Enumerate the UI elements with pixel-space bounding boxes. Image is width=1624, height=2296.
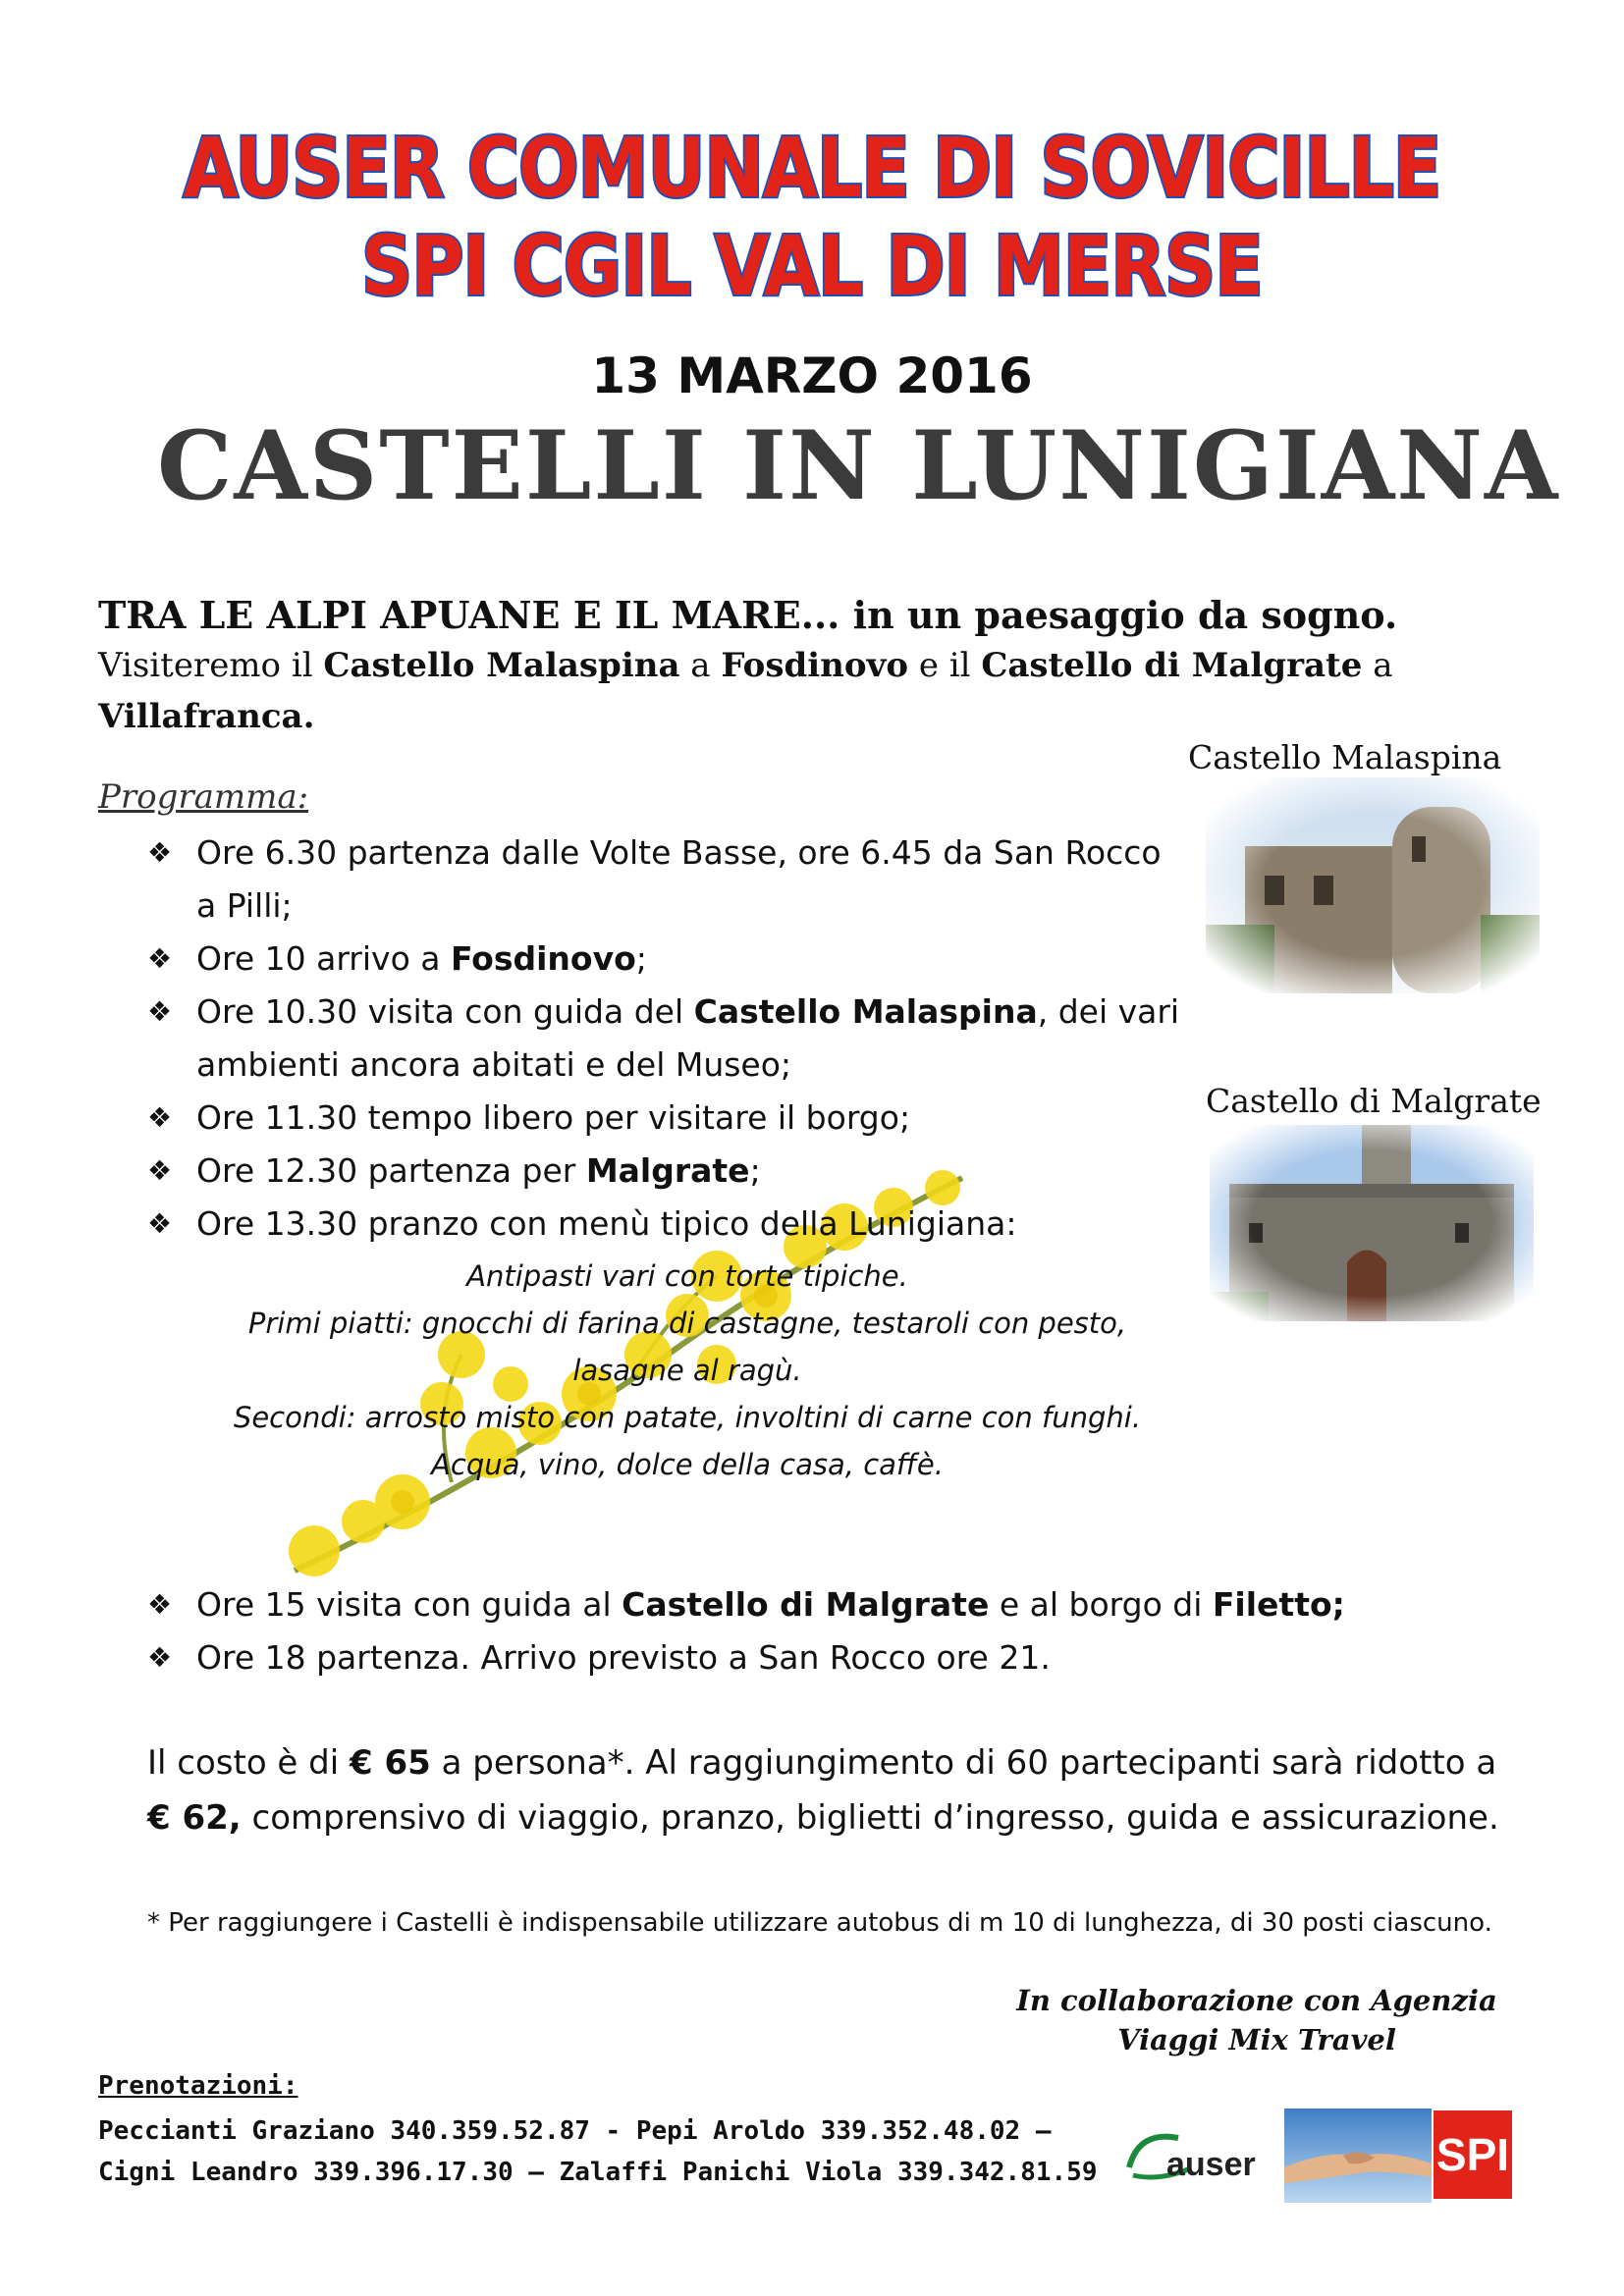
- program-item-text: Ore 18 partenza. Arrivo previsto a San Rocco ore 21.: [196, 1638, 1051, 1677]
- intro-paragraph: [98, 640, 1512, 742]
- program-item: [147, 1578, 1463, 1631]
- bookings-heading: Prenotazioni:: [98, 2071, 298, 2101]
- intro-text: e il: [908, 646, 982, 685]
- cost-paragraph: [147, 1735, 1522, 1845]
- diamond-bullet-icon: ❖: [147, 1101, 173, 1134]
- program-item-bold: Castello Malaspina: [693, 992, 1038, 1031]
- photo-caption-malaspina: Castello Malaspina: [1188, 738, 1502, 776]
- photo-caption-malgrate: Castello di Malgrate: [1206, 1082, 1542, 1120]
- program-item-text: ;: [635, 939, 647, 978]
- program-item-bold: Fosdinovo: [450, 939, 636, 978]
- diamond-bullet-icon: ❖: [147, 836, 173, 869]
- castle-malgrate-photo: [1210, 1125, 1534, 1321]
- program-item: [147, 1198, 1188, 1251]
- diamond-bullet-icon: ❖: [147, 1207, 173, 1240]
- cost-reduced-price: € 62,: [147, 1798, 242, 1838]
- bookings-contacts-line: Peccianti Graziano 340.359.52.87 - Pepi Aroldo 339.352.48.02 –: [98, 2116, 1052, 2146]
- program-item-text: Ore 15 visita con guida al: [196, 1585, 623, 1624]
- auser-logo-text: auser: [1166, 2146, 1256, 2183]
- intro-text: a: [1362, 646, 1393, 685]
- lunch-menu: [196, 1253, 1178, 1488]
- header-line-1: AUSER COMUNALE DI SOVICILLE: [183, 120, 1441, 216]
- program-list-afternoon: [147, 1578, 1463, 1684]
- collaboration-note: [982, 1981, 1532, 2059]
- cost-text: Il costo è di: [147, 1743, 350, 1783]
- menu-line: Antipasti vari con torte tipiche.: [466, 1259, 908, 1293]
- event-date: 13 MARZO 2016: [591, 347, 1033, 404]
- intro-bold: Castello di Malgrate: [981, 646, 1363, 685]
- program-item-bold: Malgrate: [585, 1151, 750, 1190]
- cost-text: a persona*. Al raggiungimento di 60 partecipanti sarà ridotto a: [430, 1743, 1497, 1783]
- header-line-2: SPI CGIL VAL DI MERSE: [361, 218, 1263, 314]
- page-title: CASTELLI IN LUNIGIANA: [157, 410, 1560, 521]
- program-heading: Programma:: [98, 777, 309, 817]
- intro-bold: Fosdinovo: [721, 646, 909, 685]
- program-item-bold: Castello di Malgrate: [622, 1585, 990, 1624]
- program-item: [147, 1092, 1188, 1145]
- program-item: [147, 1631, 1463, 1684]
- program-item-text: ;: [749, 1151, 761, 1190]
- program-item-text: Ore 11.30 tempo libero per visitare il borgo;: [196, 1098, 911, 1137]
- footnote: * Per raggiungere i Castelli è indispensabile utilizzare autobus di m 10 di lunghezza, di 30 posti ciascuno.: [147, 1908, 1492, 1938]
- auser-logo: [1119, 2120, 1286, 2189]
- menu-line: Acqua, vino, dolce della casa, caffè.: [431, 1448, 944, 1481]
- diamond-bullet-icon: ❖: [147, 1154, 173, 1187]
- intro-bold: Villafranca.: [98, 697, 315, 736]
- bookings-contacts-line: Cigni Leandro 339.396.17.30 – Zalaffi Panichi Viola 339.342.81.59: [98, 2158, 1098, 2187]
- program-item: [147, 827, 1188, 933]
- collab-line: In collaborazione con Agenzia: [1016, 1984, 1497, 2017]
- program-item-text: Ore 10 arrivo a: [196, 939, 451, 978]
- program-item: [147, 986, 1188, 1092]
- intro-bold: Castello Malaspina: [323, 646, 680, 685]
- cost-price: € 65: [350, 1743, 431, 1783]
- diamond-bullet-icon: ❖: [147, 1641, 173, 1674]
- diamond-bullet-icon: ❖: [147, 1588, 173, 1621]
- menu-line: Primi piatti: gnocchi di farina di castagne, testaroli con pesto, lasagne al ragù.: [247, 1307, 1127, 1387]
- intro-text: a: [679, 646, 722, 685]
- program-item-text: , dei vari ambienti ancora abitati e del Museo;: [196, 992, 1180, 1084]
- castle-malaspina-photo: [1206, 777, 1540, 993]
- program-item-bold: Filetto;: [1212, 1585, 1345, 1624]
- collab-line: Viaggi Mix Travel: [1117, 2023, 1396, 2056]
- program-item-text: Ore 13.30 pranzo con menù tipico della Lunigiana:: [196, 1204, 1017, 1243]
- program-list: [147, 827, 1188, 1251]
- program-item-text: Ore 10.30 visita con guida del: [196, 992, 694, 1031]
- program-item-text: e al borgo di: [989, 1585, 1213, 1624]
- hands-logo: [1284, 2109, 1432, 2203]
- intro-text: Visiteremo il: [98, 646, 324, 685]
- diamond-bullet-icon: ❖: [147, 995, 173, 1028]
- diamond-bullet-icon: ❖: [147, 942, 173, 975]
- menu-line: Secondi: arrosto misto con patate, involtini di carne con funghi.: [233, 1401, 1142, 1434]
- tagline: TRA LE ALPI APUANE E IL MARE... in un paesaggio da sogno.: [98, 593, 1398, 637]
- program-item-text: Ore 12.30 partenza per: [196, 1151, 586, 1190]
- program-item: [147, 1145, 1188, 1198]
- spi-logo: SPI: [1434, 2110, 1512, 2199]
- program-item-text: Ore 6.30 partenza dalle Volte Basse, ore 6.45 da San Rocco a Pilli;: [196, 833, 1162, 925]
- program-item: [147, 933, 1188, 986]
- cost-text: comprensivo di viaggio, pranzo, biglietti d’ingresso, guida e assicurazione.: [241, 1798, 1499, 1838]
